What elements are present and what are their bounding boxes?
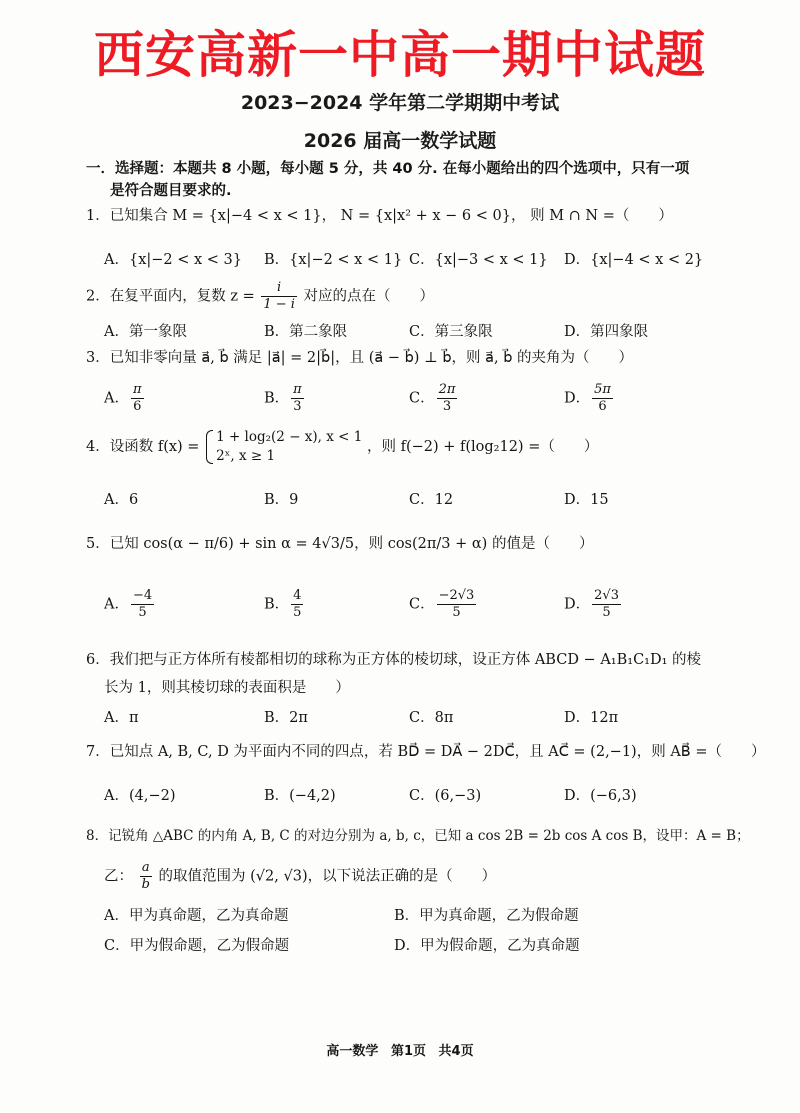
q2-option-b[interactable]: B．第二象限: [264, 324, 348, 340]
exam-year-title: 2023−2024 学年第二学期期中考试: [240, 92, 560, 114]
q5-option-b[interactable]: [264, 588, 305, 621]
q4-piecewise: [204, 428, 362, 466]
q4-option-a[interactable]: A．6: [104, 492, 139, 508]
q2-stem: [86, 280, 434, 313]
q5-option-a[interactable]: [104, 588, 156, 621]
q5-option-c[interactable]: [409, 588, 478, 621]
q5-option-c-frac: [437, 588, 477, 621]
q1-option-a[interactable]: A．{x|−2 < x < 3}: [104, 252, 242, 268]
q8-options: [104, 904, 704, 964]
q6-stem-line1: 6．我们把与正方体所有棱都相切的球称为正方体的棱切球，设正方体 ABCD − A₁B₁C₁D₁ 的棱: [86, 652, 702, 668]
q3-option-d-frac: [592, 382, 613, 415]
q3-option-d-label: D．: [564, 390, 591, 407]
q3-option-a[interactable]: [104, 382, 146, 415]
q3-option-c-label: C．: [409, 390, 435, 407]
q4-options: [104, 488, 704, 528]
q5-option-b-label: B．: [264, 596, 290, 613]
q1-stem: 1．已知集合 M = {x|−4 < x < 1}， N = {x|x² + x − 6 < 0}， 则 M ∩ N =（ ）: [86, 208, 673, 224]
section-heading-text: 一．选择题：本题共 8 小题，每小题 5 分，共 40 分. 在每小题给出的四个选项中，只有一项: [86, 161, 690, 177]
q5-option-a-frac: [131, 588, 154, 621]
q8-frac-num: a: [140, 860, 152, 877]
q7-option-a[interactable]: A．(4,−2): [104, 788, 176, 804]
q2-frac-num: i: [261, 280, 297, 297]
q5-option-c-num: −2√3: [438, 588, 475, 603]
q3-option-b-num: π: [293, 382, 302, 397]
q5-option-d[interactable]: [564, 588, 623, 621]
q1-option-b[interactable]: B．{x|−2 < x < 1}: [264, 252, 403, 268]
q4-stem-pre: 4．设函数 f(x) =: [86, 439, 200, 455]
q2-stem-post: 对应的点在（ ）: [303, 288, 435, 305]
q5-options: [104, 588, 704, 628]
q4-stem-post: ，则 f(−2) + f(log₂12) =（ ）: [366, 439, 599, 455]
q2-option-d[interactable]: D．第四象限: [564, 324, 649, 340]
q1-option-d[interactable]: D．{x|−4 < x < 2}: [564, 252, 704, 268]
q4-case1: 1 + log₂(2 − x), x < 1: [216, 429, 363, 445]
q6-options: [104, 706, 704, 746]
q5-option-d-den: 5: [602, 605, 611, 620]
q2-frac-den: 1 − i: [263, 297, 295, 312]
q4-stem: [86, 428, 598, 466]
page-footer: 高一数学 第1页 共4页: [326, 1044, 474, 1059]
q2-option-c[interactable]: C．第三象限: [409, 324, 493, 340]
q2-fraction: [261, 280, 297, 313]
q7-option-c[interactable]: C．(6,−3): [409, 788, 482, 804]
q5-option-b-frac: [291, 588, 303, 621]
q3-option-d-num: 5π: [594, 382, 611, 397]
q2-option-a[interactable]: A．第一象限: [104, 324, 187, 340]
q6-option-b[interactable]: B．2π: [264, 710, 308, 726]
q3-option-b-label: B．: [264, 390, 290, 407]
q5-option-b-den: 5: [293, 605, 302, 620]
q8-option-d[interactable]: D．甲为假命题，乙为真命题: [394, 938, 580, 954]
q3-option-c-frac: [437, 382, 458, 415]
q3-option-a-frac: [131, 382, 144, 415]
q1-option-c[interactable]: C．{x|−3 < x < 1}: [409, 252, 548, 268]
q6-option-c[interactable]: C．8π: [409, 710, 454, 726]
q6-option-a[interactable]: A．π: [104, 710, 139, 726]
q8-option-c[interactable]: C．甲为假命题，乙为假命题: [104, 938, 290, 954]
q3-option-b-den: 3: [293, 399, 302, 414]
q5-option-a-num: −4: [132, 588, 153, 603]
q5-option-d-frac: [592, 588, 621, 621]
q8-fraction: [140, 860, 152, 893]
q5-option-d-label: D．: [564, 596, 591, 613]
q4-case2: 2ˣ, x ≥ 1: [216, 448, 276, 464]
q3-option-c-den: 3: [442, 399, 452, 414]
exam-subject-title: 2026 届高一数学试题: [303, 130, 497, 152]
q4-option-d[interactable]: D．15: [564, 492, 609, 508]
q3-option-b-frac: [291, 382, 304, 415]
q8-frac-den: b: [141, 877, 150, 892]
q3-option-a-num: π: [132, 382, 142, 397]
q3-option-d[interactable]: [564, 382, 615, 415]
q8-option-b[interactable]: B．甲为真命题，乙为假命题: [394, 908, 579, 924]
q5-option-c-den: 5: [452, 605, 461, 620]
q5-option-a-den: 5: [138, 605, 147, 620]
q8-stem-line1: 8．记锐角 △ABC 的内角 A, B, C 的对边分别为 a, b, c，已知 a cos 2B = 2b cos A cos B，设甲：A = B；: [86, 828, 750, 844]
section-heading: [86, 158, 766, 202]
q6-stem-line2: 长为 1，则其棱切球的表面积是 ）: [104, 680, 350, 696]
q6-option-d[interactable]: D．12π: [564, 710, 619, 726]
q7-option-d[interactable]: D．(−6,3): [564, 788, 637, 804]
q5-stem: 5．已知 cos(α − π/6) + sin α = 4√3/5，则 cos(2π/3 + α) 的值是（ ）: [86, 536, 594, 552]
q5-option-a-label: A．: [104, 596, 129, 613]
banner-title: 西安高新一中高一期中试题: [94, 26, 706, 84]
q3-option-c[interactable]: [409, 382, 459, 415]
q7-stem: 7．已知点 A, B, C, D 为平面内不同的四点，若 BD⃗ = DA⃗ − 2DC⃗，且 AC⃗ = (2,−1)，则 AB⃗ =（ ）: [86, 744, 766, 760]
q3-options: [104, 382, 704, 422]
q5-option-b-num: 4: [293, 588, 302, 603]
q8-stem-line2-post: 的取值范围为 (√2, √3)，以下说法正确的是（ ）: [158, 868, 497, 885]
q2-stem-pre: 2．在复平面内，复数 z =: [86, 288, 255, 305]
q3-option-c-num: 2π: [438, 382, 456, 397]
q8-option-a[interactable]: A．甲为真命题，乙为真命题: [104, 908, 289, 924]
q8-stem-line2: [104, 860, 496, 893]
q7-options: [104, 784, 704, 824]
q8-stem-line2-pre: 乙：: [104, 868, 133, 885]
q3-stem: 3．已知非零向量 a⃗, b⃗ 满足 |a⃗| = 2|b⃗|，且 (a⃗ − b⃗) ⊥ b⃗，则 a⃗, b⃗ 的夹角为（ ）: [86, 350, 634, 366]
q4-option-c[interactable]: C．12: [409, 492, 454, 508]
q4-option-b[interactable]: B．9: [264, 492, 299, 508]
q3-option-b[interactable]: [264, 382, 306, 415]
q3-option-d-den: 6: [598, 399, 607, 414]
q3-option-a-label: A．: [104, 390, 129, 407]
q7-option-b[interactable]: B．(−4,2): [264, 788, 336, 804]
q3-option-a-den: 6: [133, 399, 142, 414]
q5-option-c-label: C．: [409, 596, 435, 613]
section-heading-cont: 是符合题目要求的.: [110, 183, 232, 199]
q5-option-d-num: 2√3: [594, 588, 619, 603]
